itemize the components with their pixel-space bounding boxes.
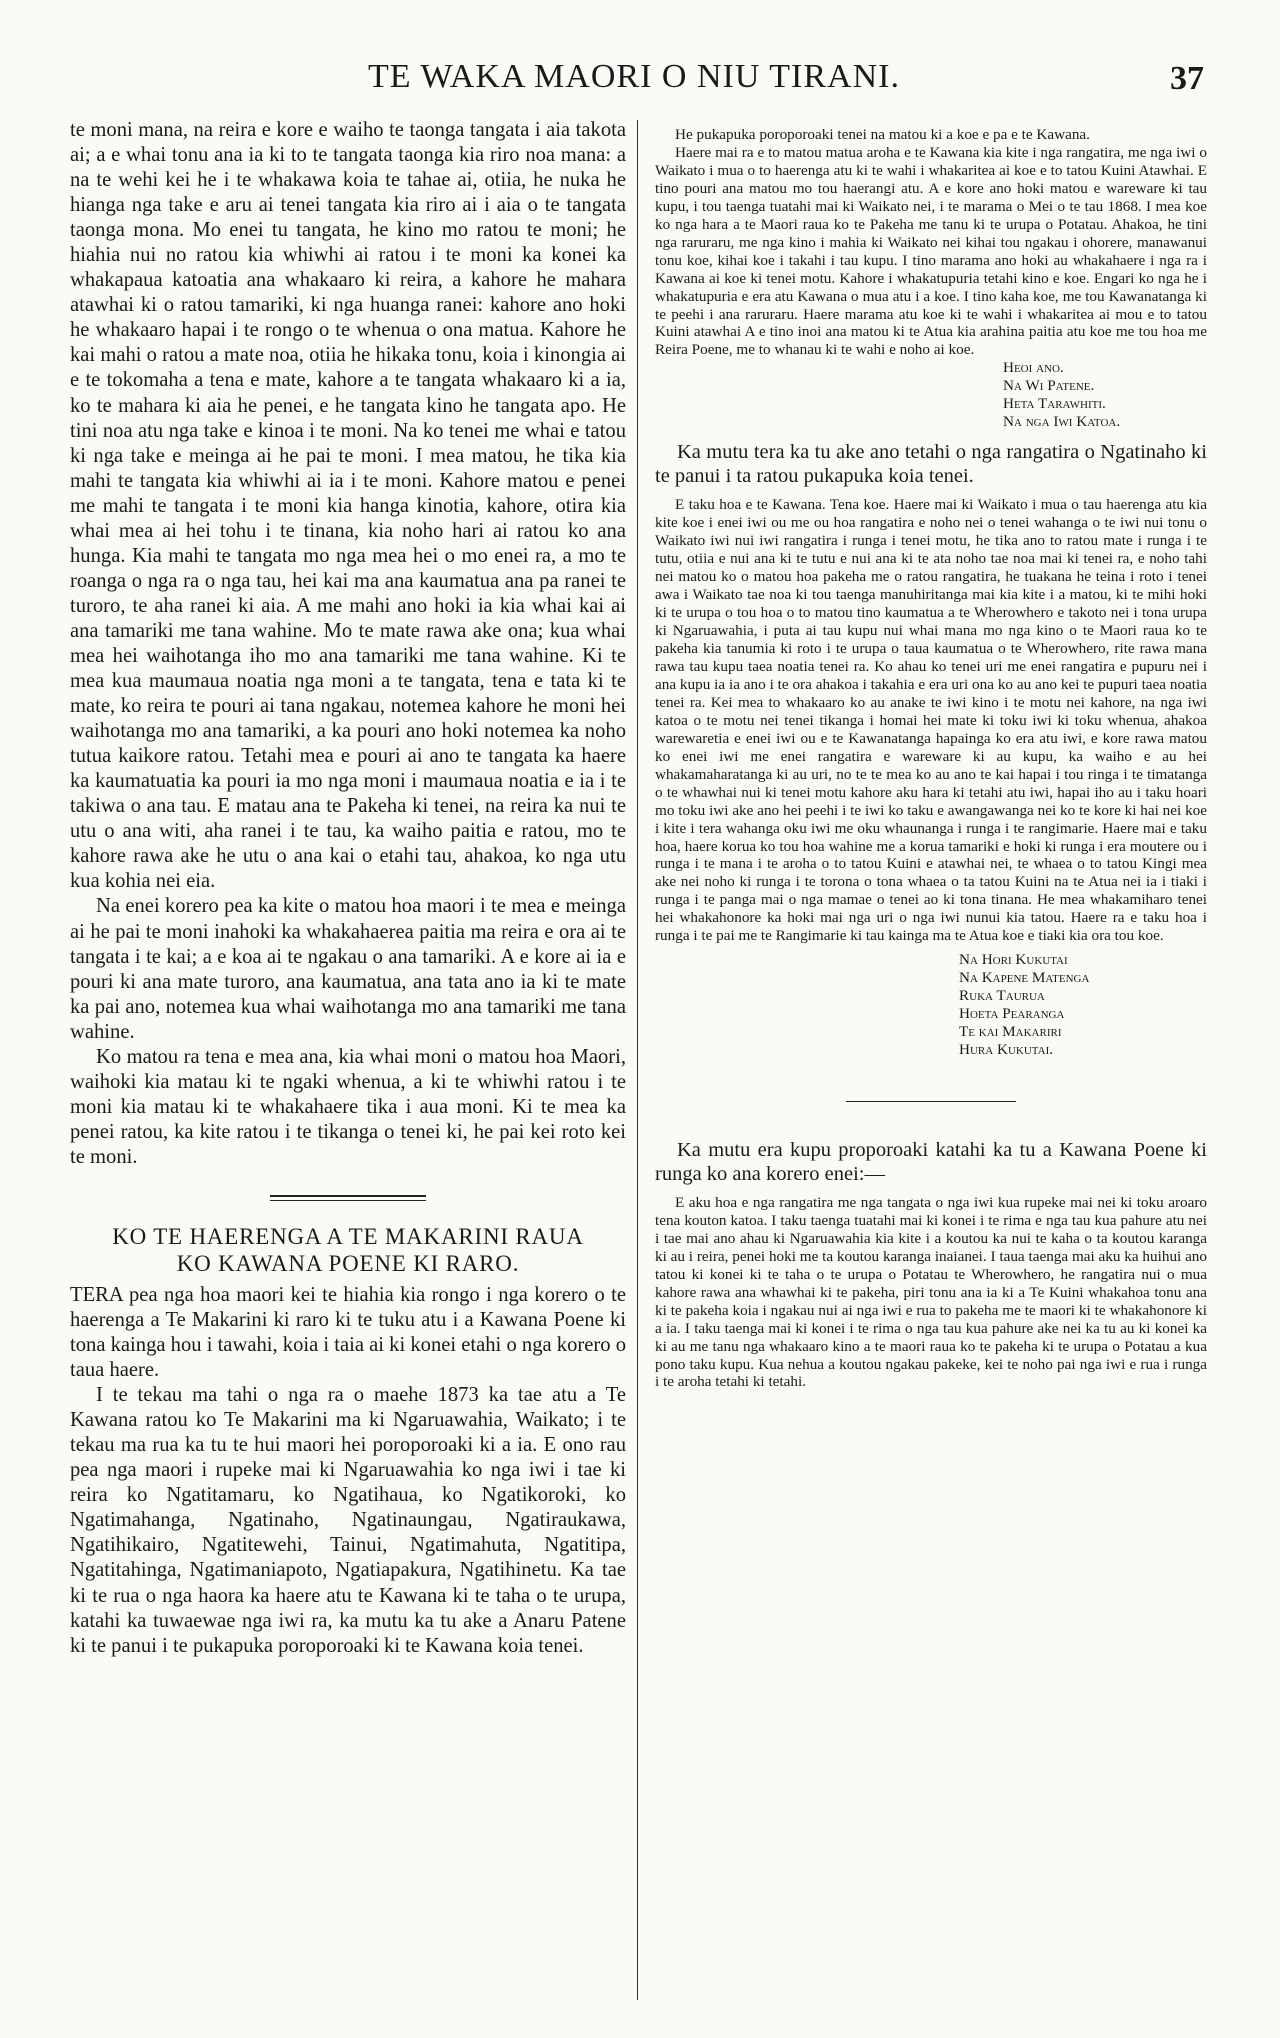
paragraph: TERA pea nga hoa maori kei te hiahia kia rongo i nga korero o te haerenga a Te Makarini ki raro ki te tuku atu i a Kawana Poene ki tona kainga hou i tawahi, koia i taia ai ki konei etahi o nga korero o taua haere. (70, 1283, 626, 1382)
right-column (655, 126, 1207, 1391)
paragraph: te moni mana, na reira e kore e waiho te taonga tangata i aia takota ai; a e whai tonu ana ia ki to te tangata taonga kia riro noa mana: a na te wehi kei he i te whakawa koia te tahae ai, otiia, he nuka he hianga nga take e aru ai tenei tangata kia riro ai i aia o te tangata taonga mona. Mo enei tu tangata, he kino mo ratou te moni; he hiahia nui no ratou kia whiwhi ai ratou i te moni ka konei ka whakapaua katoatia ana whakaaro ki reira, a kahore he mahara atawhai ki o ratou tamariki, ki nga huanga ranei: kahore ano hoki he whakaaro hapai i te rongo o te whenua o ona matua. Kahore he kai mahi o ratou a mate noa, otiia he hikaka tonu, koia i kinongia ai e te tokomaha a tena e mate, kahore a te tangata whakaaro ki a ia, ko te mahara ki aia he penei, e he tangata kino he tangata apo. He tini noa atu nga take e kinoa i te moni. Na ko tenei me whai e tatou ki nga take e meinga ai he pai te moni. I mea matou, he tika kia mahi te tangata kia whiwhi ai ia i te moni. Kahore matou e penei me mahi te tangata i te moni kia hanga kinotia, kahore, otira kia whai mea ai hei tohu i te tinana, kia noho hari ai ratou ko ana hunga. Kia mahi te tangata mo nga mea hei o mo enei ra, a mo te roanga o nga ra o nga tau, hei kai ma ana kaumatua ana pa ranei te turoro, te aha ranei ki aia. A me mahi ano hoki ia kia whai kai ai ana tamariki me tana wahine. Mo te mate rawa ake ona; kua whai mea hei waihotanga iho mo ana tamariki me tana wahine. Ki te mea kua maumaua noatia nga moni a te tangata, tena e tata ki te mate, ko reira te pouri ai tana ngakau, notemea kahore he moni hei waihotanga mo ana tamariki, a ka pouri ano hoki notemea ka noho tutua kaikore ratou. Tetahi mea e pouri ai ano te tangata ka haere ka kaumatuatia ka pouri ia mo nga moni i maumaua noatia e ia i te takiwa o ana tau. E matau ana te Pakeha ki tenei, na reira ka nui te utu o ana witi, aha ranei i te tau, ka waiho paitia e ratou, mo te kahore rawa ake he utu o ana kai o etahi tau, ahakoa, ko nga utu kua kohia nei eia. (70, 119, 626, 893)
intro-paragraph: Ka mutu era kupu proporoaki katahi ka tu a Kawana Poene ki runga ko ana korero enei:— (655, 1138, 1207, 1185)
left-column (70, 118, 626, 1659)
signature-block (959, 951, 1207, 1059)
signer: Na Hori Kukutai (959, 951, 1068, 969)
article-heading-line: KO KAWANA POENE KI RARO. (176, 1250, 520, 1276)
signer: Heta Tarawhiti. (1003, 395, 1106, 413)
speech-body: E aku hoa e nga rangatira me nga tangata o nga iwi kua rupeke mai nei ki toku aroaro tena kouton katoa. I taku taenga tuatahi mai ki konei i te rima e nga tau kua pahure atu nei i tae mai ano ahau ki Ngaruawahia kia kite i a koutou ka nui te kaha o ta koutou karanga ki au i reira, penei hoki me ta koutou karanga inaianei. I taua taenga mai aku ka huihui ano tatou ki konei ki te taha o te urupa o Potatau te Wherowhero, he rangatira nui o mua kahore rawa ana whawhai ki te pakeha, piri tonu ana ia ki a Te Kuini whakahoa tonu ana ki te pakeha koia i ngakau nui ai nga iwi e rua to pakeha me te maori ki te whakahonore ki a ia. I taku taenga mai ki konei i te rima o nga tau kua pahure ake nei ka tu au ki konei ka ki au me tanu nga whakaaro kino a te maori raua ko te pakeha ki te urupa o Potatau a kua pono taku kupu. Kua nehua a koutou ngakau pakeke, kei te noho pai nga iwi e rua i runga i te aroha tetahi ki tetahi. (655, 1193, 1207, 1391)
letter-body: E taku hoa e te Kawana. Tena koe. Haere mai ki Waikato i mua o tau haerenga atu kia kite koe i enei iwi ou me ou hoa rangatira e noho nei o tenei wahanga o te iwi nui tonu o Waikato iwi nui iwi rangatira i runga i tenei motu, he tika ano to ratou mate i runga i te tutu, otiia e nui ana ki te tutu e nui ana ki te ata noho tae noa mai ki tenei ra, e noho tahi nei matou ko o matou hoa pakeha me o ratou rangatira, he tuakana he teina i roto i tenei awa i Waikato tae noa ki tou taenga manuhiritanga mai kia kite i a matou, ki te mihi hoki ki te urupa o tou hoa o to matou tino kaumatua a te Wherowhero e takoto nei i tona urupa ki Ngaruawahia, i puta ai tau kupu nui whai mana mo nga kino o te Maori raua ko te pakeha kia tanumia ki roto i te urupa o taua kaumatua o te Wherowhero, rite rawa mana rawa tau kupu taea noatia tenei ra. Ko ahau ko tenei uri me enei rangatira e pupuru nei i ana kupu ia ia ano i te ora ahakoa i takahia e era uri ona ko au ano kei te pupuri taea noatia tenei ra. Kei mea to whakaaro ko au anake te iwi kino i te motu nei kahore, na nga iwi katoa o te motu nei tenei tikanga i homai hei mate ki toku iwi ki toku whenua, ahakoa warewaretia e enei iwi ou e te Kawanatanga hapainga ko era atu iwi, e kore rawa matou ko enei iwi me enei rangatira e wareware ki au kupu, ka waiho e au hei whakamaharatanga ki au uri, no te te mea ko au ano te kai hapai i tou ringa i te timatanga o te whawhai nui ki tenei motu kahore aku hara ki tetahi atu iwi, hapai iho au i taku hoari mo toku iwi ake ano hei peehi i te iwi ko taku e awangawanga nei ko te kore ki hai nei koe i kite i tera wahanga oku iwi me oku whaunanga i runga i te rangimarie. Haere mai e taku hoa, haere korua ko tou hoa wahine me a korua tamariki e hoki ki runga i era moutere ou i runga i te mana i te aroha o to tatou Kuini e atawhai nei, te whaea o to tatou Kingi mea ake nei noho ki runga i te torona o tona whaea o ta tatou Kuini na te Atua nei ia i tiaki i runga i te panga mai o nga mamae o tenei ao ki tona tinana. He mea whakamiharo tenei hei whakahonore ka hoki mai nga uri o nga iwi nunui kia tatou. Haere ra e taku hoa i runga i te pai me te Rangimarie ki tau kainga ma te Atua koe e tiaki kia ora tou koe. (655, 496, 1207, 945)
section-divider (846, 1101, 1016, 1102)
signer: Hura Kukutai. (959, 1040, 1054, 1058)
article-heading (70, 1223, 626, 1277)
intro-paragraph: Ka mutu tera ka tu ake ano tetahi o nga rangatira o Ngatinaho ki te panui i ta ratou pukapuka koia tenei. (655, 441, 1207, 488)
section-divider (270, 1195, 426, 1201)
page-title: TE WAKA MAORI O NIU TIRANI. (368, 58, 900, 95)
signer: Heoi ano. (1003, 359, 1064, 377)
paragraph: Na enei korero pea ka kite o matou hoa maori i te mea e meinga ai he pai te moni inahoki ka whakahaerea paitia ma reira e ora ai te tangata i te kai; a e koa ai te ngakau o ana tamariki. A e kore ai ia e pouri ki ana mate turoro, ana kaumatua, ana tata ano ia ki te mate ka pai ano, notemea kua whai waihotanga mo ana tamariki me tana wahine. (70, 895, 626, 1043)
signer: Hoeta Pearanga (959, 1005, 1065, 1023)
signer: Na Wi Patene. (1003, 377, 1095, 395)
signature-block (1003, 359, 1207, 431)
page-number: 37 (1170, 60, 1204, 97)
signer: Te kai Makariri (959, 1023, 1062, 1041)
page-header (64, 58, 1204, 108)
article-heading-line: KO TE HAERENGA A TE MAKARINI RAUA (112, 1223, 584, 1249)
signer: Na nga Iwi Katoa. (1003, 413, 1121, 431)
paragraph: Ko matou ra tena e mea ana, kia whai moni o matou hoa Maori, waihoki kia matau ki te ngaki whenua, a ki te whiwhi ratou i te moni kia matau ki te whakahaere tika i aua moni. Ki te mea ka penei ratou, ka kite ratou i te tikanga o tenei ki, he pai kei roto kei te moni. (70, 1045, 626, 1168)
signer: Na Kapene Matenga (959, 969, 1090, 987)
letter-intro: He pukapuka poroporoaki tenei na matou ki a koe e pa e te Kawana. (675, 126, 1090, 143)
paragraph: I te tekau ma tahi o nga ra o maehe 1873 ka tae atu a Te Kawana ratou ko Te Makarini ma ki Ngaruawahia, Waikato; i te tekau ma rua ka tu te hui maori hei poroporoaki ki a ia. E ono rau pea nga maori i rupeke mai ki Ngaruawahia ko nga iwi i tae ki reira ko Ngatitamaru, ko Ngatihaua, ko Ngatikoroki, ko Ngatimahanga, Ngatinaho, Ngatinaungau, Ngatiraukawa, Ngatihikairo, Ngatitewehi, Tainui, Ngatimahuta, Ngatitipa, Ngatitahinga, Ngatimaniapoto, Ngatiapakura, Ngatihinetu. Ka tae ki te rua o nga haora ka haere atu te Kawana ki te taha o te urupa, katahi ka tuwaewae nga iwi ra, ka mutu ka tu ake a Anaru Patene ki te panui i te pukapuka poroporoaki ki te Kawana koia tenei. (70, 1384, 626, 1657)
letter-body: Haere mai ra e to matou matua aroha e te Kawana kia kite i nga rangatira, me nga iwi o Waikato i mua o to haerenga atu ki te wahi i whakaritea ai koe e to tatou Kuini Atawhai. E tino pouri ana matou mo tou haerangi atu. A e kore ano hoki matou e wareware ki tau kupu, i tou taenga tuatahi mai ki Waikato nei, i te marama o Mei o te tau 1868. I mea koe ko nga hara a te Maori raua ko te Pakeha me tanu ki te urupa o Potatau. Ahakoa, he tini nga raruraru, me nga kino i mahia ki Waikato nei kihai tou ngakau i ohorere, manawanui tonu koe, kihai koe i takahi i tau kupu. I tino marama ano hoki au whakahaere i nga ra i Kawana ai koe ki tenei motu. Kahore i whakatupuria tetahi kino e koe. Engari ko nga he i whakatupuria e era atu Kawana o mua atu i a koe. I tino kaha koe, me tou Kawanatanga ki te peehi i ana raruraru. Haere marama atu koe ki te wahi i whakaritea ai mou e to tatou Kuini atawhai A e tino inoi ana matou ki te Atua kia arahina paitia atu koe me tou hoa me Reira Poene, me to whanau ki te wahi e noho ai koe. (655, 143, 1207, 359)
signer: Ruka Taurua (959, 987, 1045, 1005)
column-divider (637, 120, 638, 2000)
